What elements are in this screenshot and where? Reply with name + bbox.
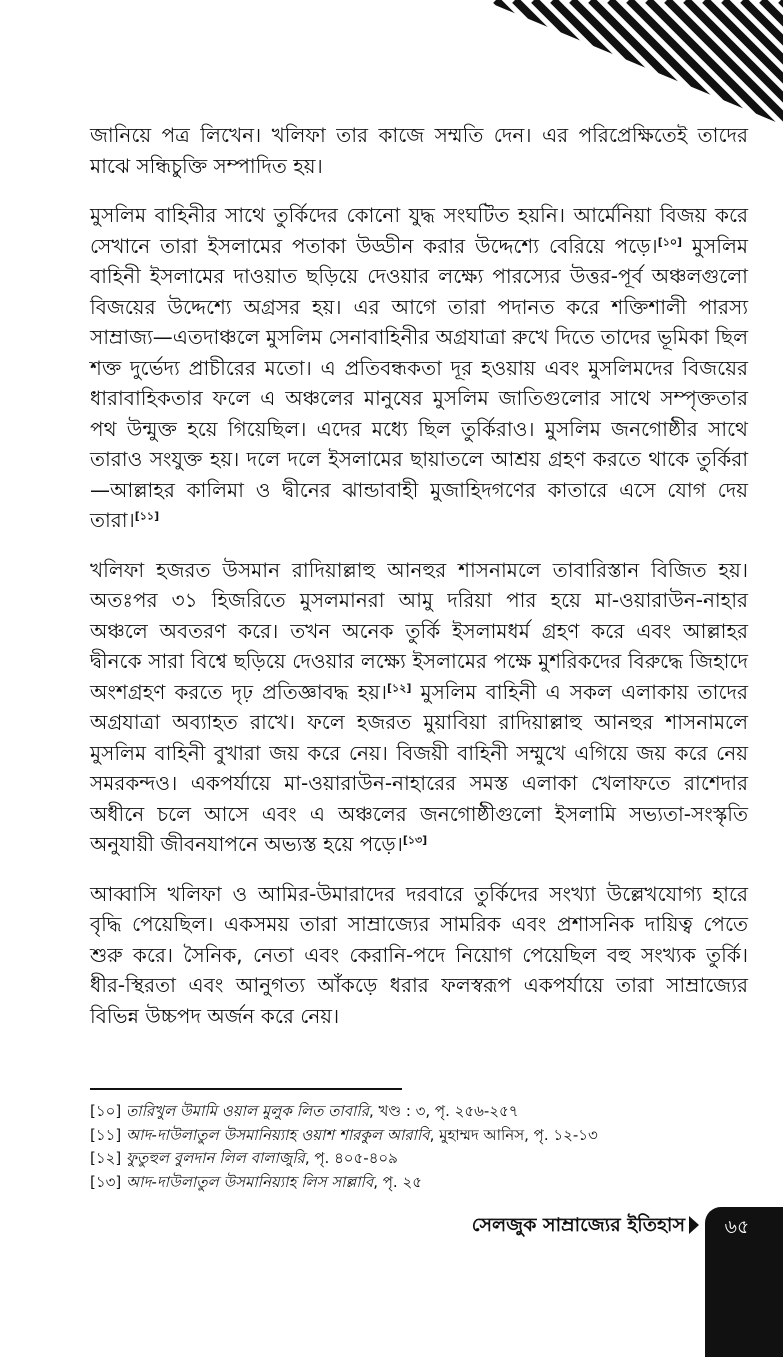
diagonal-stripes-decoration <box>483 0 783 125</box>
stripe <box>629 0 754 125</box>
footnote-citation: , পৃ. ৪০৫-৪০৯ <box>304 1149 398 1167</box>
footnote-reference[interactable]: [১০] <box>657 234 683 248</box>
paragraph-text: মুসলিম বাহিনীর সাথে তুর্কিদের কোনো যুদ্ধ সংঘটিত হয়নি। আর্মেনিয়া বিজয় করে সেখানে তারা ইসলামের পতাকা উড্ডীন করার উদ্দেশ্যে বেরিয়ে পড়ে। <box>90 203 748 258</box>
paragraph-text: মুসলিম বাহিনী ইসলামের দাওয়াত ছড়িয়ে দেওয়ার লক্ষ্যে পারস্যের উত্তর-পূর্ব অঞ্চলগুলো বিজয়ের উদ্দেশ্যে অগ্রসর হয়। এর আগে তারা পদানত করে শক্তিশালী পারস্য সাম্রাজ্য—এতদাঞ্চলে মুসলিম সেনাবাহিনীর অগ্রযাত্রা রুখে দিতে তাদের ভূমিকা ছিল শক্ত দুর্ভেদ্য প্রাচীরের মতো। এ প্রতিবন্ধকতা দূর হওয়ায় এবং মুসলিমদের বিজয়ের ধারাবাহিকতার ফলে এ অঞ্চলের মানুষের মুসলিম জাতিগুলোর সাথে সম্পৃক্ততার পথ উন্মুক্ত হয়ে গিয়েছিল। এদের মধ্যে ছিল তুর্কিরাও। মুসলিম জনগোষ্ঠীর সাথে তারাও সংযুক্ত হয়। দলে দলে ইসলামের ছায়াতলে আশ্রয় গ্রহণ করতে থাকে তুর্কিরা—আল্লাহর কালিমা ও দ্বীনের ঝান্ডাবাহী মুজাহিদগণের কাতারে এসে যোগ দেয় তারা। <box>90 233 749 532</box>
footnote <box>90 1171 750 1195</box>
footnote-citation: , মুহাম্মদ আনিস, পৃ. ১২-১৩ <box>429 1125 598 1144</box>
footnote-number: [১১] <box>90 1125 122 1144</box>
footnotes <box>90 1100 750 1194</box>
paragraph <box>90 120 748 181</box>
footnote <box>90 1100 750 1124</box>
footnote-reference[interactable]: [১২] <box>387 680 412 694</box>
stripe <box>483 0 488 125</box>
footnote <box>90 1147 750 1171</box>
stripe <box>648 0 773 125</box>
footnote-source-title: ফুতুহুল বুলদান লিল বালাজুরি <box>125 1149 305 1167</box>
page-number-tab <box>705 1207 783 1357</box>
footnote-source-title: আদ-দাউলাতুল উসমানিয়্যাহ ওয়াশ শারকুল আরাবি <box>125 1125 430 1144</box>
footnote-source-title: তারিখুল উমামি ওয়াল মুলুক লিত তাবারি <box>125 1102 369 1120</box>
stripe <box>534 0 659 125</box>
footnote-number: [১২] <box>90 1149 122 1167</box>
book-title: সেলজুক সাম্রাজ্যের ইতিহাস <box>471 1214 685 1236</box>
stripe <box>483 0 602 125</box>
paragraph <box>90 200 748 536</box>
arrow-right-icon <box>689 1216 699 1234</box>
paragraph-text: জানিয়ে পত্র লিখেন। খলিফা তার কাজে সম্মতি দেন। এর পরিপ্রেক্ষিতেই তাদের মাঝে সন্ধিচুক্তি সম্পাদিত হয়। <box>90 123 748 178</box>
footnote-citation: , পৃ. ২৫ <box>373 1172 422 1191</box>
stripe <box>483 0 507 125</box>
paragraph-text: আব্বাসি খলিফা ও আমির-উমারাদের দরবারে তুর্কিদের সংখ্যা উল্লেখযোগ্য হারে বৃদ্ধি পেয়েছিল। একসময় তারা সাম্রাজ্যের সামরিক এবং প্রশাসনিক দায়িত্ব পেতে শুরু করে। সৈনিক, নেতা এবং কেরানি-পদে নিয়োগ পেয়েছিল বহু সংখ্যক তুর্কি। ধীর-স্থিরতা এবং আনুগত্য আঁকড়ে ধরার ফলস্বরূপ একপর্যায়ে তারা সাম্রাজ্যের বিভিন্ন উচ্চপদ অর্জন করে নেয়। <box>90 881 748 1028</box>
stripe <box>572 0 697 125</box>
stripe <box>515 0 640 125</box>
body-text <box>90 120 748 1050</box>
stripe <box>496 0 621 125</box>
stripe <box>553 0 678 125</box>
footnote <box>90 1124 750 1148</box>
footnote-reference[interactable]: [১১] <box>134 509 160 523</box>
page-number: ৬৫ <box>724 1216 750 1238</box>
footnote-source-title: আদ-দাউলাতুল উসমানিয়্যাহ লিস সাল্লাবি <box>125 1172 374 1191</box>
paragraph <box>90 555 748 860</box>
stripe <box>610 0 735 125</box>
footnote-citation: , খণ্ড : ৩, পৃ. ২৫৬-২৫৭ <box>368 1102 519 1120</box>
footnote-reference[interactable]: [১৩] <box>402 833 428 847</box>
paragraph-text: মুসলিম বাহিনী এ সকল এলাকায় তাদের অগ্রযাত্রা অব্যাহত রাখে। ফলে হজরত মুয়াবিয়া রাদিয়াল্লাহু আনহুর শাসনামলে মুসলিম বাহিনী বুখারা জয় করে নেয়। বিজয়ী বাহিনী সম্মুখে এগিয়ে জয় করে নেয় সমরকন্দও। একপর্যায়ে মা-ওয়ারাউন-নাহারের সমস্ত এলাকা খেলাফতে রাশেদার অধীনে চলে আসে এবং এ অঞ্চলের জনগোষ্ঠীগুলো ইসলামি সভ্যতা-সংস্কৃতি অনুযায়ী জীবনযাপনে অভ্যস্ত হয়ে পড়ে। <box>90 679 748 856</box>
footnote-number: [১০] <box>90 1102 122 1120</box>
paragraph-text: খলিফা হজরত উসমান রাদিয়াল্লাহু আনহুর শাসনামলে তাবারিস্তান বিজিত হয়। অতঃপর ৩১ হিজরিতে মুসলমানরা আমু দরিয়া পার হয়ে মা-ওয়ারাউন-নাহার অঞ্চলে অবতরণ করে। তখন অনেক তুর্কি ইসলামধর্ম গ্রহণ করে এবং আল্লাহর দ্বীনকে সারা বিশ্বে ছড়িয়ে দেওয়ার লক্ষ্যে ইসলামের পক্ষে মুশরিকদের বিরুদ্ধে জিহাদে অংশগ্রহণ করতে দৃঢ় প্রতিজ্ঞাবদ্ধ হয়। <box>90 557 748 704</box>
stripe <box>591 0 716 125</box>
footnote-separator <box>90 1088 402 1090</box>
stripe <box>483 0 526 125</box>
paragraph <box>90 879 748 1032</box>
footnote-number: [১৩] <box>90 1172 122 1191</box>
